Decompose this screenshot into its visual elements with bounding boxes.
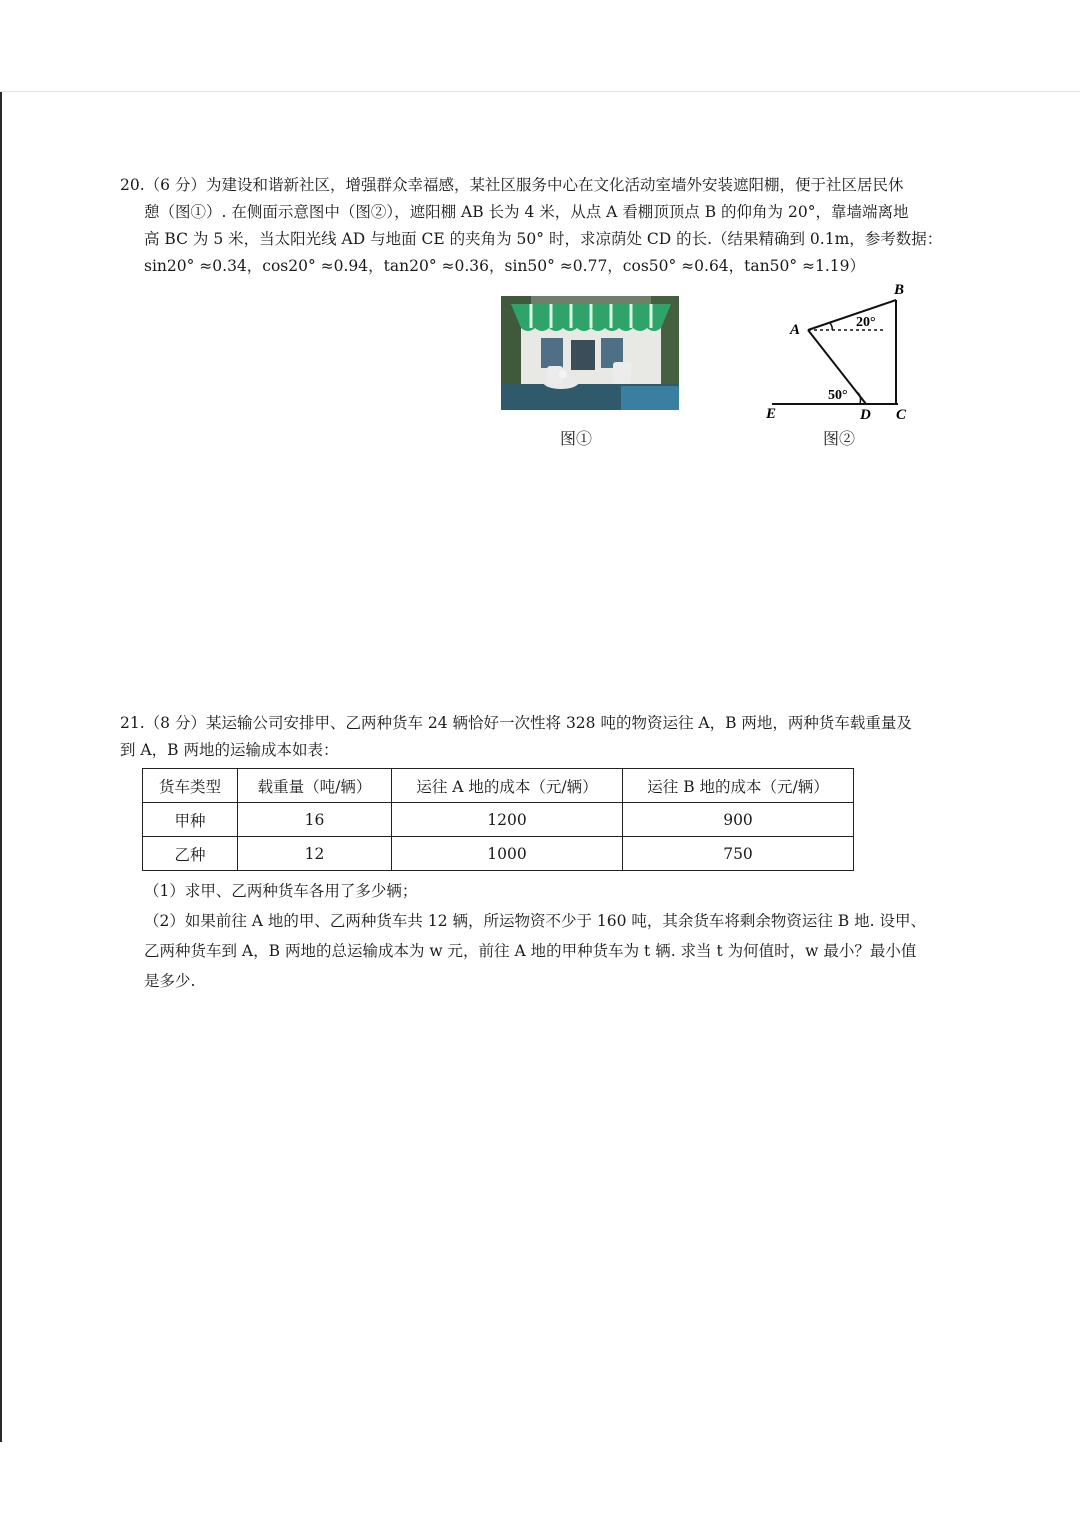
table-header-row [143, 769, 854, 803]
header-cost-b: 运往 B 地的成本（元/辆） [623, 769, 854, 803]
cell-cost-a: 1000 [392, 837, 623, 871]
cell-cost-b: 900 [623, 803, 854, 837]
question-21 [120, 710, 965, 764]
q21-part-2-cont: 乙两种货车到 A，B 两地的总运输成本为 w 元，前往 A 地的甲种货车为 t 辆. 求当 t 为何值时，w 最小？最小值 [144, 942, 917, 960]
angle-label-50: 50° [828, 388, 848, 403]
page-top-border [0, 91, 1080, 92]
q21-part-2-end: 是多少. [144, 972, 196, 990]
label-c: C [896, 407, 907, 423]
awning-photo [501, 296, 679, 410]
q20-line-2: 憩（图①）. 在侧面示意图中（图②），遮阳棚 AB 长为 4 米，从点 A 看棚顶顶点 B 的仰角为 20°，靠墙端离地 [144, 203, 909, 221]
angle-arc-50 [856, 392, 861, 404]
cell-load: 16 [238, 803, 392, 837]
figure-1-caption: 图① [560, 429, 593, 448]
table-row [143, 803, 854, 837]
label-d: D [860, 407, 871, 423]
figure-2-caption: 图② [823, 429, 856, 448]
angle-label-20: 20° [856, 315, 876, 330]
q20-line-1: 20.（6 分）为建设和谐新社区，增强群众幸福感，某社区服务中心在文化活动室墙外安装遮阳棚，便于社区居民休 [120, 176, 904, 194]
cell-cost-a: 1200 [392, 803, 623, 837]
label-a: A [790, 322, 801, 338]
awning-line-ab [808, 300, 896, 330]
label-e: E [766, 406, 777, 422]
cell-type: 乙种 [143, 837, 238, 871]
q21-part-2: （2）如果前往 A 地的甲、乙两种货车共 12 辆，所运物资不少于 160 吨，其余货车将剩余物资运往 B 地. 设甲、 [144, 912, 927, 930]
cell-cost-b: 750 [623, 837, 854, 871]
truck-cost-table [142, 768, 854, 871]
angle-arc-20 [830, 323, 832, 330]
q21-line-1: 21.（8 分）某运输公司安排甲、乙两种货车 24 辆恰好一次性将 328 吨的物资运往 A，B 两地，两种货车载重量及 [120, 714, 912, 732]
page-left-border [0, 92, 2, 1442]
question-20 [120, 172, 965, 280]
table-row [143, 837, 854, 871]
header-cost-a: 运往 A 地的成本（元/辆） [392, 769, 623, 803]
cell-load: 12 [238, 837, 392, 871]
q21-line-2: 到 A，B 两地的运输成本如表： [120, 741, 339, 759]
question-21-parts [144, 876, 969, 996]
q20-line-4: sin20° ≈0.34，cos20° ≈0.94，tan20° ≈0.36，sin50° ≈0.77，cos50° ≈0.64，tan50° ≈1.19） [144, 257, 866, 275]
cell-type: 甲种 [143, 803, 238, 837]
header-truck-type: 货车类型 [143, 769, 238, 803]
awning-side-diagram [760, 276, 920, 426]
label-b: B [894, 282, 905, 298]
q21-part-1: （1）求甲、乙两种货车各用了多少辆； [144, 882, 418, 900]
header-load: 载重量（吨/辆） [238, 769, 392, 803]
q20-line-3: 高 BC 为 5 米，当太阳光线 AD 与地面 CE 的夹角为 50° 时，求凉荫处 CD 的长.（结果精确到 0.1m，参考数据： [144, 230, 943, 248]
